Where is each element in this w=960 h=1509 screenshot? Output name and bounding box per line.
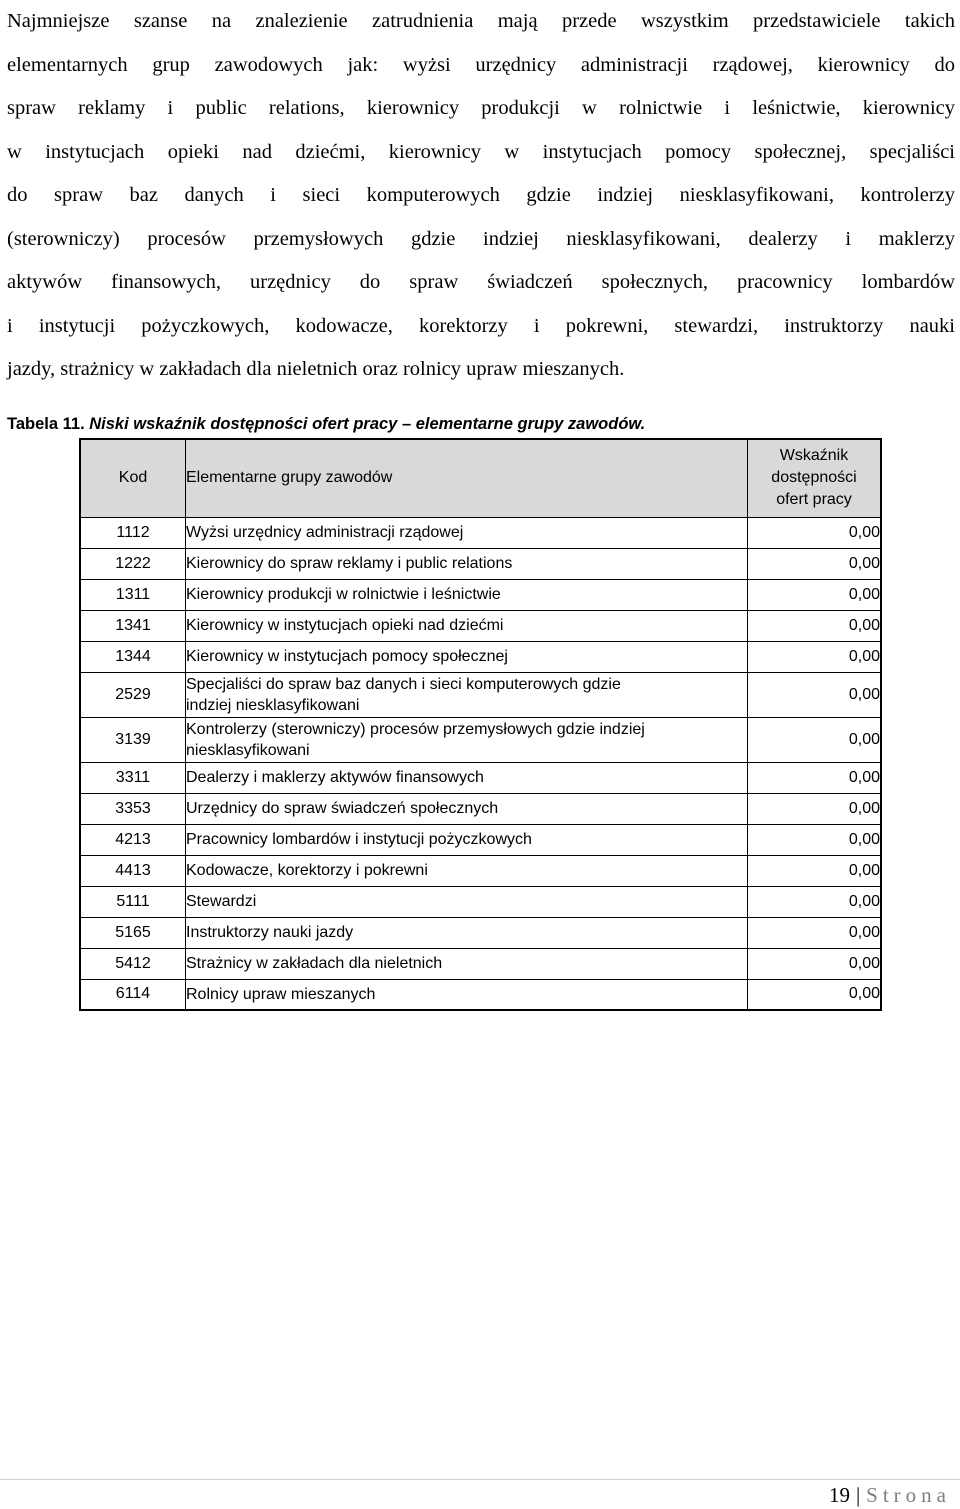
cell-name: Kodowacze, korektorzy i pokrewni xyxy=(186,855,748,886)
cell-name: Dealerzy i maklerzy aktywów finansowych xyxy=(186,762,748,793)
cell-code: 1311 xyxy=(80,579,186,610)
table-row xyxy=(80,641,881,672)
page-footer xyxy=(829,1483,951,1508)
cell-value: 0,00 xyxy=(748,855,882,886)
page-number: 19 xyxy=(828,1483,850,1507)
cell-name: Kierownicy do spraw reklamy i public relations xyxy=(186,548,748,579)
cell-code: 3139 xyxy=(80,717,186,762)
table-row xyxy=(80,672,881,717)
header-index-line: dostępności xyxy=(771,469,857,487)
table-row xyxy=(80,762,881,793)
header-index-line: Wskaźnik xyxy=(779,447,849,465)
cell-code: 5165 xyxy=(80,917,186,948)
cell-name: Urzędnicy do spraw świadczeń społecznych xyxy=(186,793,748,824)
table-caption-label: Tabela 11. xyxy=(7,415,85,433)
cell-code: 2529 xyxy=(80,672,186,717)
paragraph-line: Najmniejsze szanse na znalezienie zatrudnienia mają przede wszystkim przedstawiciele takich xyxy=(7,10,955,32)
occupation-table xyxy=(79,438,882,1011)
header-index xyxy=(748,439,882,517)
table-row xyxy=(80,917,881,948)
cell-value: 0,00 xyxy=(748,793,882,824)
footer-separator: | xyxy=(855,1483,861,1507)
cell-name: Kierownicy w instytucjach pomocy społecznej xyxy=(186,641,748,672)
cell-value: 0,00 xyxy=(748,979,882,1010)
cell-value: 0,00 xyxy=(748,917,882,948)
cell-code: 5412 xyxy=(80,948,186,979)
paragraph-line: (sterowniczy) procesów przemysłowych gdzie indziej niesklasyfikowani, dealerzy i maklerzy xyxy=(7,227,955,250)
table-row xyxy=(80,517,881,548)
header-name: Elementarne grupy zawodów xyxy=(186,439,748,517)
cell-value: 0,00 xyxy=(748,824,882,855)
page-word: Strona xyxy=(866,1483,951,1507)
table-row xyxy=(80,948,881,979)
cell-code: 6114 xyxy=(80,979,186,1010)
paragraph-line: jazdy, strażnicy w zakładach dla nieletnich oraz rolnicy upraw mieszanych. xyxy=(7,358,625,380)
cell-name: Wyżsi urzędnicy administracji rządowej xyxy=(186,517,748,548)
cell-code: 1222 xyxy=(80,548,186,579)
paragraph-line: aktywów finansowych, urzędnicy do spraw świadczeń społecznych, pracownicy lombardów xyxy=(7,271,955,293)
cell-value: 0,00 xyxy=(748,948,882,979)
table-row xyxy=(80,886,881,917)
paragraph-line: i instytucji pożyczkowych, kodowacze, korektorzy i pokrewni, stewardzi, instruktorzy nauki xyxy=(7,314,955,337)
paragraph-line: w instytucjach opieki nad dziećmi, kierownicy w instytucjach pomocy społecznej, specjaliści xyxy=(7,140,955,163)
table-row xyxy=(80,855,881,886)
paragraph-line: do spraw baz danych i sieci komputerowych gdzie indziej niesklasyfikowani, kontrolerzy xyxy=(7,184,955,206)
intro-paragraph xyxy=(7,0,955,392)
cell-name xyxy=(186,717,748,762)
cell-value: 0,00 xyxy=(748,641,882,672)
cell-name-line: indziej niesklasyfikowani xyxy=(186,696,360,714)
table-row xyxy=(80,793,881,824)
table-row xyxy=(80,979,881,1010)
header-code: Kod xyxy=(80,439,186,517)
cell-value: 0,00 xyxy=(748,610,882,641)
cell-name: Kierownicy produkcji w rolnictwie i leśnictwie xyxy=(186,579,748,610)
cell-name: Stewardzi xyxy=(186,886,748,917)
table-caption-text: Niski wskaźnik dostępności ofert pracy – elementarne grupy zawodów. xyxy=(84,415,646,433)
table-row xyxy=(80,717,881,762)
cell-code: 1112 xyxy=(80,517,186,548)
cell-name xyxy=(186,672,748,717)
paragraph-line: spraw reklamy i public relations, kierownicy produkcji w rolnictwie i leśnictwie, kierownicy xyxy=(7,97,955,119)
cell-value: 0,00 xyxy=(748,548,882,579)
table-caption xyxy=(7,415,645,434)
cell-name-line: niesklasyfikowani xyxy=(186,741,310,759)
cell-code: 1344 xyxy=(80,641,186,672)
table-header-row xyxy=(80,439,881,517)
cell-name: Kierownicy w instytucjach opieki nad dziećmi xyxy=(186,610,748,641)
cell-value: 0,00 xyxy=(748,717,882,762)
cell-value: 0,00 xyxy=(748,762,882,793)
cell-code: 5111 xyxy=(80,886,186,917)
table-row xyxy=(80,579,881,610)
cell-value: 0,00 xyxy=(748,517,882,548)
cell-value: 0,00 xyxy=(748,886,882,917)
cell-name: Instruktorzy nauki jazdy xyxy=(186,917,748,948)
cell-code: 4413 xyxy=(80,855,186,886)
cell-name: Pracownicy lombardów i instytucji pożyczkowych xyxy=(186,824,748,855)
cell-name: Strażnicy w zakładach dla nieletnich xyxy=(186,948,748,979)
table-row xyxy=(80,610,881,641)
cell-name: Rolnicy upraw mieszanych xyxy=(186,979,748,1010)
cell-value: 0,00 xyxy=(748,579,882,610)
cell-name-line: Specjaliści do spraw baz danych i sieci komputerowych gdzie xyxy=(186,675,621,693)
cell-name-line: Kontrolerzy (sterowniczy) procesów przemysłowych gdzie indziej xyxy=(186,720,645,738)
footer-divider xyxy=(0,1479,960,1480)
header-index-line: ofert pracy xyxy=(776,491,852,509)
table-row xyxy=(80,548,881,579)
paragraph-line: elementarnych grup zawodowych jak: wyżsi urzędnicy administracji rządowej, kierownicy do xyxy=(7,53,955,76)
cell-code: 3311 xyxy=(80,762,186,793)
cell-code: 4213 xyxy=(80,824,186,855)
cell-code: 3353 xyxy=(80,793,186,824)
table-row xyxy=(80,824,881,855)
cell-code: 1341 xyxy=(80,610,186,641)
cell-value: 0,00 xyxy=(748,672,882,717)
